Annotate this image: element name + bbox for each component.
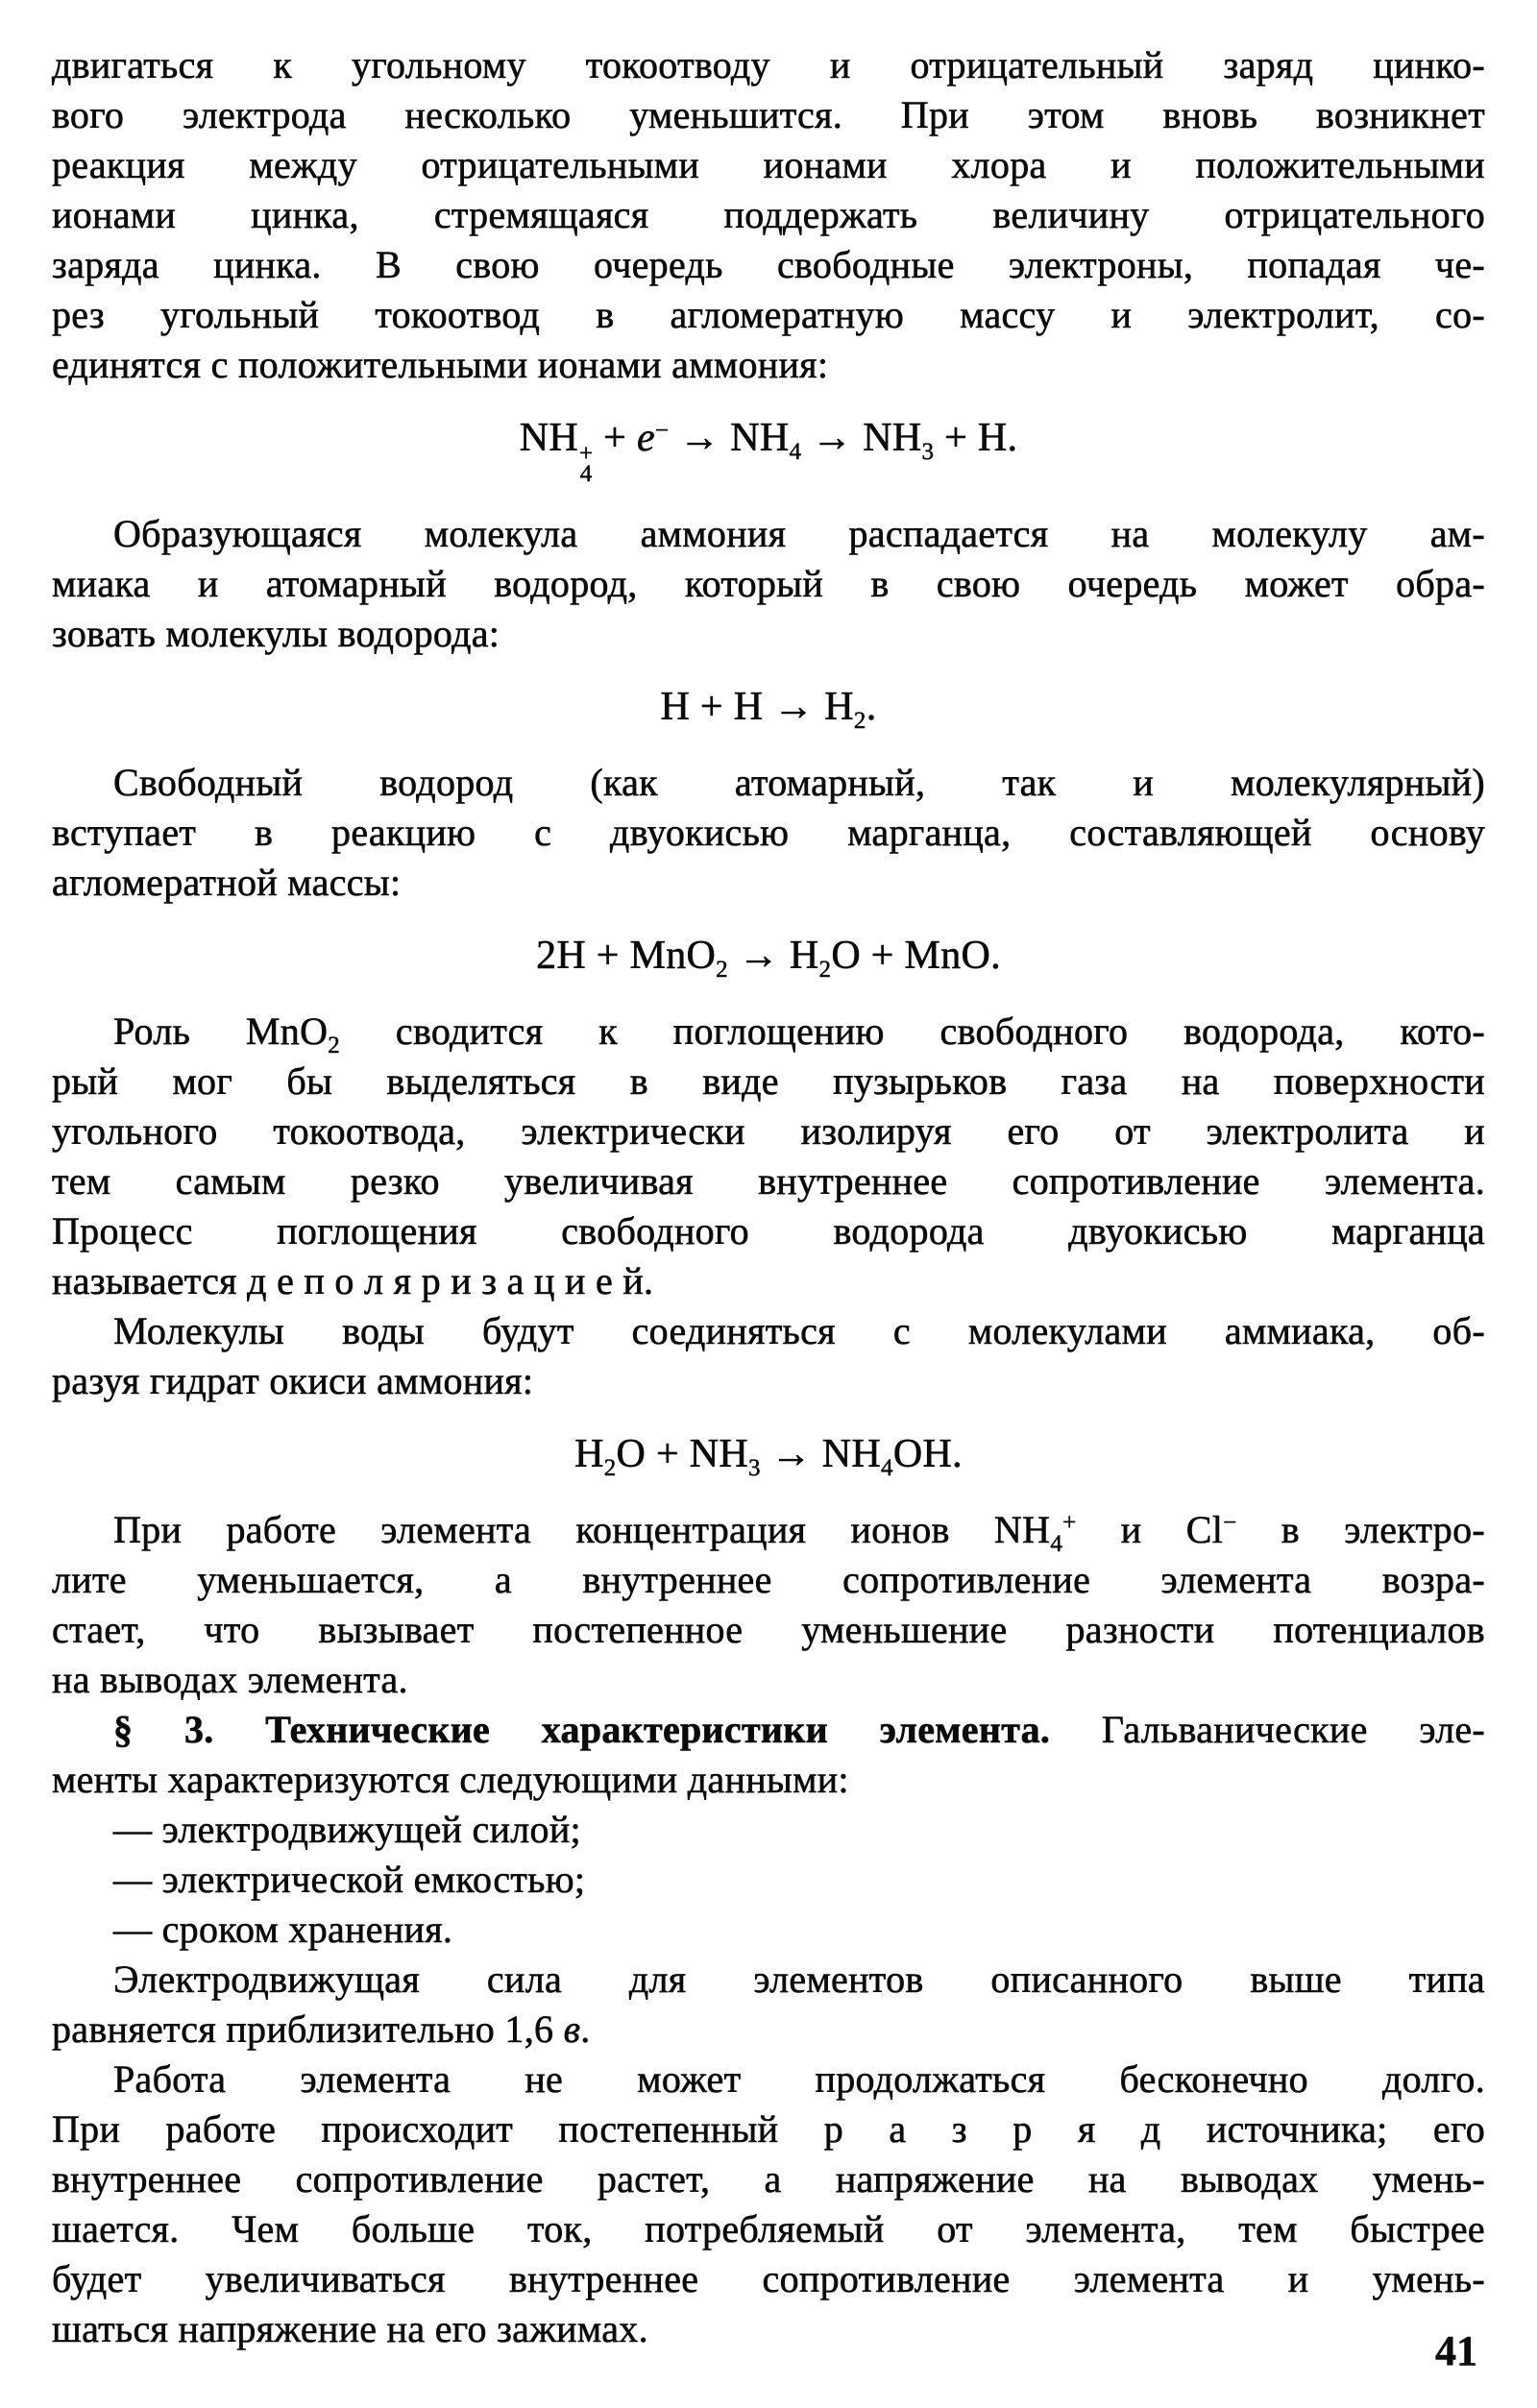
formula-line: $2H + MnO_2 \to H_2O$ + MnO. <box>536 934 1001 983</box>
text-line: зовать молекулы водорода: <box>52 612 500 655</box>
chemical-formula <box>52 1429 1485 1480</box>
text-line: Роль MnO$_2$ сводится к поглощению свободного водорода, кото- <box>113 1009 1486 1058</box>
text-line: Работа элемента не может продолжаться бесконечно долго. <box>113 2057 1485 2101</box>
stacked-charge: + 4 <box>578 441 594 487</box>
text-line: Свободный водород (как атомарный, так и молекулярный) <box>113 761 1485 804</box>
paragraph <box>52 509 1485 659</box>
text-line: рый мог бы выделяться в виде пузырьков газа на поверхности <box>52 1059 1485 1103</box>
list-item: — электродвижущей силой; <box>113 1808 581 1851</box>
chemical-formula <box>52 931 1485 982</box>
paragraph <box>52 40 1485 390</box>
text-line: угольного токоотвода, электрически изолируя его от электролита и <box>52 1109 1485 1153</box>
text-line: единятся с положительными ионами аммония: <box>52 343 829 386</box>
text-line: агломератной массы: <box>52 861 402 904</box>
list-item: — сроком хранения. <box>113 1908 453 1951</box>
paragraph <box>52 1955 1485 2055</box>
chemical-formula <box>52 682 1485 733</box>
text-line: Процесс поглощения свободного водорода двуокисью марганца <box>52 1209 1485 1253</box>
text-line: на выводах элемента. <box>52 1658 408 1701</box>
dash-list <box>52 1805 1485 1955</box>
text-line: менты характеризуются следующими данными: <box>52 1758 849 1801</box>
text-line: разуя гидрат окиси аммония: <box>52 1359 534 1402</box>
text-line: вступает в реакцию с двуокисью марганца, составляющей основу <box>52 811 1485 854</box>
text-line: ионами цинка, стремящаяся поддержать величину отрицательного <box>52 193 1485 236</box>
chemical-formula <box>52 413 1485 487</box>
text-line: заряда цинка. В свою очередь свободные электроны, попадая че- <box>52 243 1485 286</box>
text-line: реакция между отрицательными ионами хлора и положительными <box>52 143 1485 186</box>
text-line: Молекулы воды будут соединяться с молекулами аммиака, об- <box>113 1309 1485 1352</box>
page-number: 41 <box>1435 2327 1477 2374</box>
text-line: § 3. Технические характеристики элемента. Гальванические эле- <box>113 1708 1486 1751</box>
paragraph <box>52 1007 1485 1306</box>
list-item: — электрической емкостью; <box>113 1858 586 1901</box>
paragraph <box>52 2055 1485 2354</box>
formula-line: NH + 4 + $e^- \to NH_4 \to NH_3 + H$. <box>519 416 1018 487</box>
text-line: Образующаяся молекула аммония распадается на молекулу ам- <box>113 512 1485 555</box>
text-line: лите уменьшается, а внутреннее сопротивление элемента возра- <box>52 1558 1485 1601</box>
text-line: миака и атомарный водород, который в свою очередь может обра- <box>52 562 1485 605</box>
text-line: двигаться к угольному токоотводу и отрицательный заряд цинко- <box>52 43 1485 86</box>
text-line: равняется приблизительно 1,6 в. <box>52 2007 591 2051</box>
text-line: тем самым резко увеличивая внутреннее сопротивление элемента. <box>52 1159 1485 1203</box>
text-line: будет увеличиваться внутреннее сопротивление элемента и умень- <box>52 2257 1485 2300</box>
paragraph <box>52 1705 1485 1805</box>
text-line: стает, что вызывает постепенное уменьшение разности потенциалов <box>52 1608 1485 1651</box>
text-line: При работе элемента концентрация ионов $NH_4^+$ и Cl− в электро- <box>113 1508 1485 1557</box>
formula-line: $H + H \to H_2$. <box>660 685 877 734</box>
text-line: вого электрода несколько уменьшится. При этом вновь возникнет <box>52 93 1485 136</box>
text-line: При работе происходит постепенный р а з р я д источника; его <box>52 2107 1485 2151</box>
paragraph <box>52 1306 1485 1406</box>
text-line: шается. Чем больше ток, потребляемый от элемента, тем быстрее <box>52 2207 1485 2250</box>
text-line: Электродвижущая сила для элементов описанного выше типа <box>113 1958 1485 2001</box>
text-line: называется д е п о л я р и з а ц и е й. <box>52 1259 654 1302</box>
paragraph <box>52 1505 1485 1705</box>
paragraph <box>52 758 1485 908</box>
text-line: рез угольный токоотвод в агломератную массу и электролит, со- <box>52 293 1485 336</box>
text-line: шаться напряжение на его зажимах. <box>52 2307 648 2350</box>
text-line: внутреннее сопротивление растет, а напряжение на выводах умень- <box>52 2157 1485 2201</box>
formula-line: $H_2O + NH_3 \to NH_4OH$. <box>574 1432 963 1481</box>
